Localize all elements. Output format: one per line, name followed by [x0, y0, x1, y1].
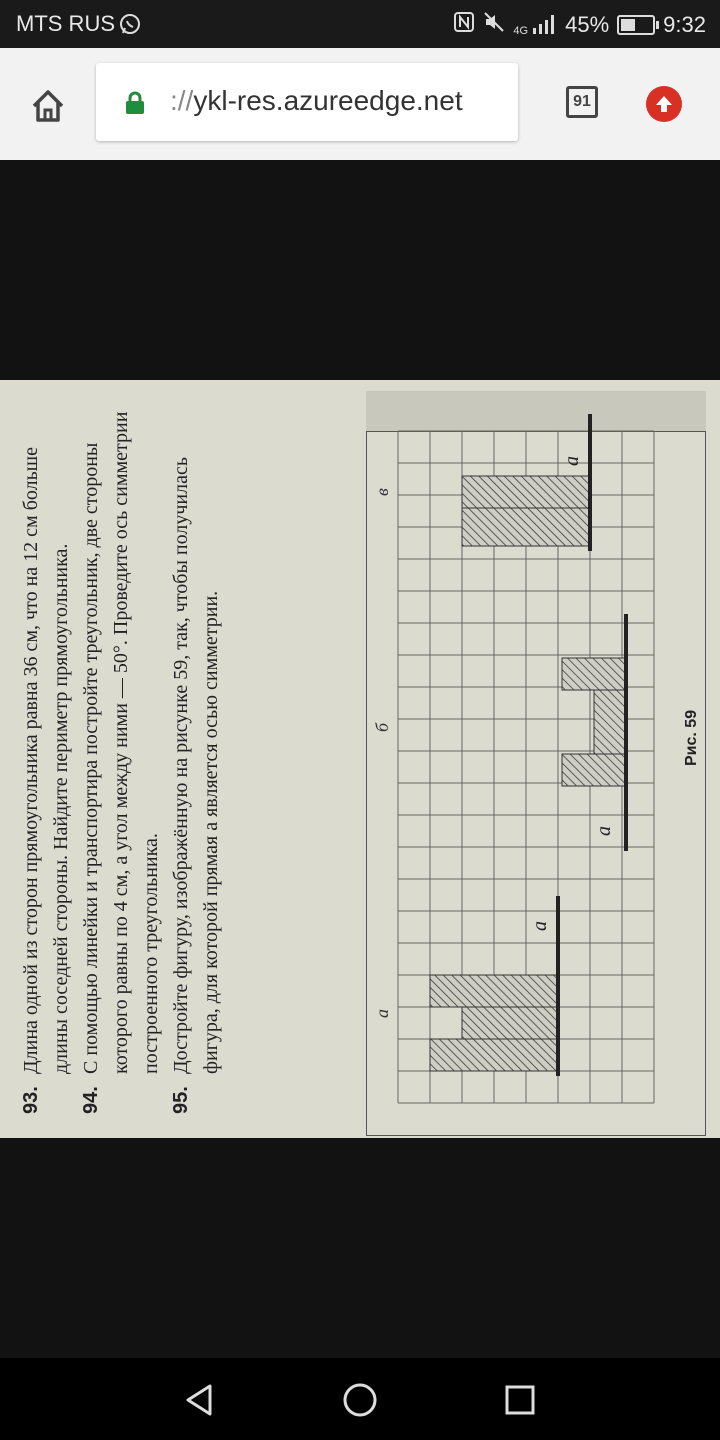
shape-b-part1 — [562, 754, 626, 786]
problem-text: Длина одной из сторон прямоугольника равна 36 см, что на 12 см больше длины соседней стороны. Найдите периметр прямоугольника. — [20, 447, 72, 1074]
problem-item — [16, 394, 76, 1114]
lock-icon — [124, 91, 146, 120]
shape-c-part1 — [462, 508, 590, 546]
home-button[interactable] — [20, 78, 76, 134]
figure-caption-strip — [366, 391, 706, 431]
mute-icon — [483, 11, 505, 39]
update-button[interactable] — [646, 86, 682, 122]
rotated-page — [0, 380, 720, 1138]
battery-percent: 45% — [565, 12, 610, 37]
shape-b-part3 — [562, 658, 626, 690]
problem-text: С помощью линейки и транспортира постройте треугольник, две стороны которого равны по 4 см, а угол между ними — 50°. Проведите ось симметрии построенного треугольника. — [80, 411, 162, 1074]
url-host: ykl-res.azureedge.net — [193, 85, 463, 116]
clock: 9:32 — [663, 12, 706, 37]
battery-icon — [617, 15, 655, 35]
nfc-icon — [453, 11, 475, 39]
problems-block — [16, 394, 226, 1114]
panel-label-b: б — [372, 722, 392, 732]
shape-b-part2 — [594, 690, 626, 754]
shape-c-part2 — [462, 476, 590, 508]
browser-toolbar — [0, 48, 720, 160]
panel-label-a: а — [372, 1009, 392, 1018]
back-button[interactable] — [180, 1380, 220, 1420]
tab-count: 91 — [573, 93, 591, 110]
problem-text: Достройте фигуру, изображённую на рисунке 59, так, чтобы получилась фигура, для которой прямая a является осью симметрии. — [170, 457, 222, 1074]
url-scheme: :// — [170, 85, 194, 116]
battery-fill — [621, 19, 635, 31]
whatsapp-icon — [118, 12, 142, 42]
web-content[interactable] — [0, 160, 720, 1358]
axis-label: a — [561, 456, 583, 466]
figure-caption: Рис. 59 — [683, 709, 700, 766]
shape-a-part2 — [462, 1007, 558, 1039]
tabs-button[interactable] — [566, 86, 598, 118]
update-arrow-icon — [653, 93, 675, 115]
address-bar[interactable] — [96, 63, 518, 141]
panel-label-c: в — [372, 488, 392, 496]
back-icon — [180, 1380, 220, 1420]
shape-a-part1 — [430, 1039, 558, 1071]
url-text[interactable] — [170, 85, 463, 117]
problem-number: 94. — [80, 1086, 102, 1114]
problem-number: 95. — [170, 1086, 192, 1114]
problem-number: 93. — [20, 1086, 42, 1114]
axis-label: a — [593, 826, 615, 836]
recents-icon — [500, 1380, 540, 1420]
home-nav-button[interactable] — [340, 1380, 380, 1420]
carrier-name: MTS RUS — [16, 11, 115, 36]
problem-item — [76, 394, 166, 1114]
home-circle-icon — [340, 1380, 380, 1420]
figure-59 — [366, 386, 706, 1136]
status-bar — [0, 0, 720, 48]
network-type: 4G — [513, 25, 529, 37]
textbook-photo — [0, 380, 720, 1138]
axis-label: a — [529, 921, 551, 931]
problem-item — [166, 394, 226, 1114]
recents-button[interactable] — [500, 1380, 540, 1420]
system-nav-bar — [0, 1358, 720, 1440]
shape-a-part3 — [430, 975, 558, 1007]
signal-icon — [513, 14, 557, 36]
home-icon — [28, 86, 68, 126]
